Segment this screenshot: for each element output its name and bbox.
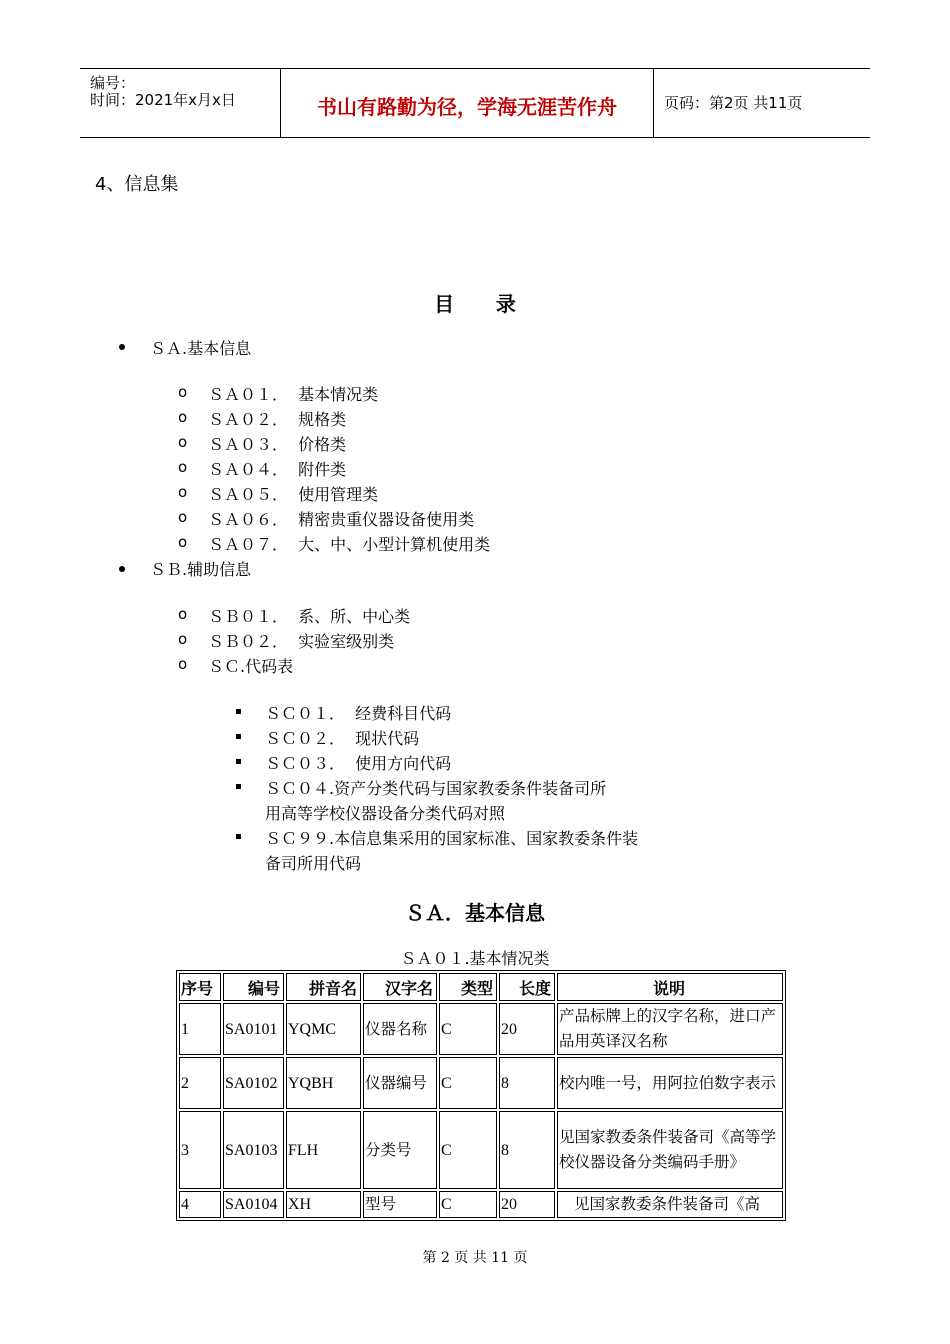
bullet-dot (119, 566, 125, 572)
col-header-seq: 序号 (179, 973, 221, 1001)
bullet-circle: o (178, 458, 188, 476)
cell-type: C (439, 1003, 497, 1055)
cell-hanzi: 仪器名称 (363, 1003, 437, 1055)
bullet-square (236, 759, 241, 764)
toc-sc-item[interactable]: ＳＣ０１． 经费科目代码 (265, 704, 452, 723)
cell-pinyin: YQBH (286, 1057, 361, 1109)
table-caption: ＳＡ０１.基本情况类 (400, 949, 550, 968)
toc-sb-label[interactable]: ＳＢ.辅助信息 (150, 560, 252, 579)
toc-sc-item[interactable]: ＳＣ０４.资产分类代码与国家教委条件装备司所 (265, 779, 607, 798)
header-motto-cell (281, 69, 654, 137)
cell-seq: 3 (179, 1111, 221, 1189)
bullet-circle: o (178, 605, 188, 623)
cell-hanzi: 型号 (363, 1191, 437, 1218)
toc-sc-item-continuation[interactable]: 用高等学校仪器设备分类代码对照 (265, 804, 506, 823)
bullet-square (236, 834, 241, 839)
cell-hanzi: 分类号 (363, 1111, 437, 1189)
cell-length: 8 (499, 1057, 555, 1109)
toc-sa-item[interactable]: ＳＡ０７． 大、中、小型计算机使用类 (208, 535, 491, 554)
toc-sc-label[interactable]: ＳＣ.代码表 (208, 657, 294, 676)
section-heading: 4、信息集 (95, 174, 179, 195)
table-row (179, 1191, 783, 1218)
bullet-circle: o (178, 508, 188, 526)
toc-title: 目 录 (434, 292, 516, 316)
cell-code: SA0101 (223, 1003, 284, 1055)
cell-hanzi: 仪器编号 (363, 1057, 437, 1109)
bullet-square (236, 734, 241, 739)
page-header (80, 68, 870, 138)
toc-sc-item[interactable]: ＳＣ０２． 现状代码 (265, 729, 420, 748)
cell-desc: 见国家教委条件装备司《高等学校仪器设备分类编码手册》 (557, 1111, 783, 1189)
cell-code: SA0104 (223, 1191, 284, 1218)
bullet-circle: o (178, 433, 188, 451)
bullet-square (236, 709, 241, 714)
cell-code: SA0103 (223, 1111, 284, 1189)
cell-length: 20 (499, 1191, 555, 1218)
cell-type: C (439, 1057, 497, 1109)
bullet-circle: o (178, 655, 188, 673)
toc-sb-item[interactable]: ＳＢ０１． 系、所、中心类 (208, 607, 411, 626)
col-header-code: 编号 (223, 973, 284, 1001)
table-header-row (179, 973, 783, 1001)
col-header-desc: 说明 (557, 973, 783, 1001)
col-header-pinyin: 拼音名 (286, 973, 361, 1001)
cell-seq: 4 (179, 1191, 221, 1218)
bullet-square (236, 784, 241, 789)
header-motto: 书山有路勤为径，学海无涯苦作舟 (317, 95, 617, 119)
toc-sa-item[interactable]: ＳＡ０３． 价格类 (208, 435, 347, 454)
table-row (179, 1003, 783, 1055)
cell-type: C (439, 1111, 497, 1189)
cell-length: 20 (499, 1003, 555, 1055)
toc-sb-item[interactable]: ＳＢ０２． 实验室级别类 (208, 632, 395, 651)
bullet-circle: o (178, 483, 188, 501)
col-header-length: 长度 (499, 973, 555, 1001)
bullet-circle: o (178, 408, 188, 426)
cell-type: C (439, 1191, 497, 1218)
cell-seq: 2 (179, 1057, 221, 1109)
cell-code: SA0102 (223, 1057, 284, 1109)
col-header-type: 类型 (439, 973, 497, 1001)
table-row (179, 1111, 783, 1189)
toc-sc-item-continuation[interactable]: 备司所用代码 (265, 854, 362, 873)
cell-pinyin: XH (286, 1191, 361, 1218)
cell-seq: 1 (179, 1003, 221, 1055)
table-row (179, 1057, 783, 1109)
toc-sc-item[interactable]: ＳＣ０３． 使用方向代码 (265, 754, 452, 773)
toc-sa-item[interactable]: ＳＡ０４． 附件类 (208, 460, 347, 479)
header-time-label: 时间：2021年x月x日 (90, 91, 236, 109)
toc-sa-label[interactable]: ＳＡ.基本信息 (150, 339, 252, 358)
header-number-label: 编号： (90, 74, 136, 92)
bullet-circle: o (178, 533, 188, 551)
toc-sc-item[interactable]: ＳＣ９９.本信息集采用的国家标准、国家教委条件装 (265, 829, 639, 848)
page-footer: 第 2 页 共 11 页 (422, 1250, 528, 1266)
bullet-circle: o (178, 383, 188, 401)
cell-desc: 见国家教委条件装备司《高 (557, 1191, 783, 1218)
toc-sa-item[interactable]: ＳＡ０１． 基本情况类 (208, 385, 379, 404)
cell-pinyin: FLH (286, 1111, 361, 1189)
col-header-hanzi: 汉字名 (363, 973, 437, 1001)
bullet-dot (119, 344, 125, 350)
cell-pinyin: YQMC (286, 1003, 361, 1055)
cell-desc: 产品标牌上的汉字名称，进口产品用英译汉名称 (557, 1003, 783, 1055)
header-page-cell (654, 69, 870, 137)
bullet-circle: o (178, 630, 188, 648)
cell-length: 8 (499, 1111, 555, 1189)
toc-sa-item[interactable]: ＳＡ０６． 精密贵重仪器设备使用类 (208, 510, 475, 529)
header-page-label: 页码：第2页 共11页 (664, 94, 803, 112)
cell-desc: 校内唯一号，用阿拉伯数字表示 (557, 1057, 783, 1109)
header-left-cell (80, 69, 281, 137)
info-table (176, 970, 786, 1221)
toc-sa-item[interactable]: ＳＡ０５． 使用管理类 (208, 485, 379, 504)
toc-sa-item[interactable]: ＳＡ０２． 规格类 (208, 410, 347, 429)
sa-heading: ＳＡ．基本信息 (405, 901, 545, 925)
